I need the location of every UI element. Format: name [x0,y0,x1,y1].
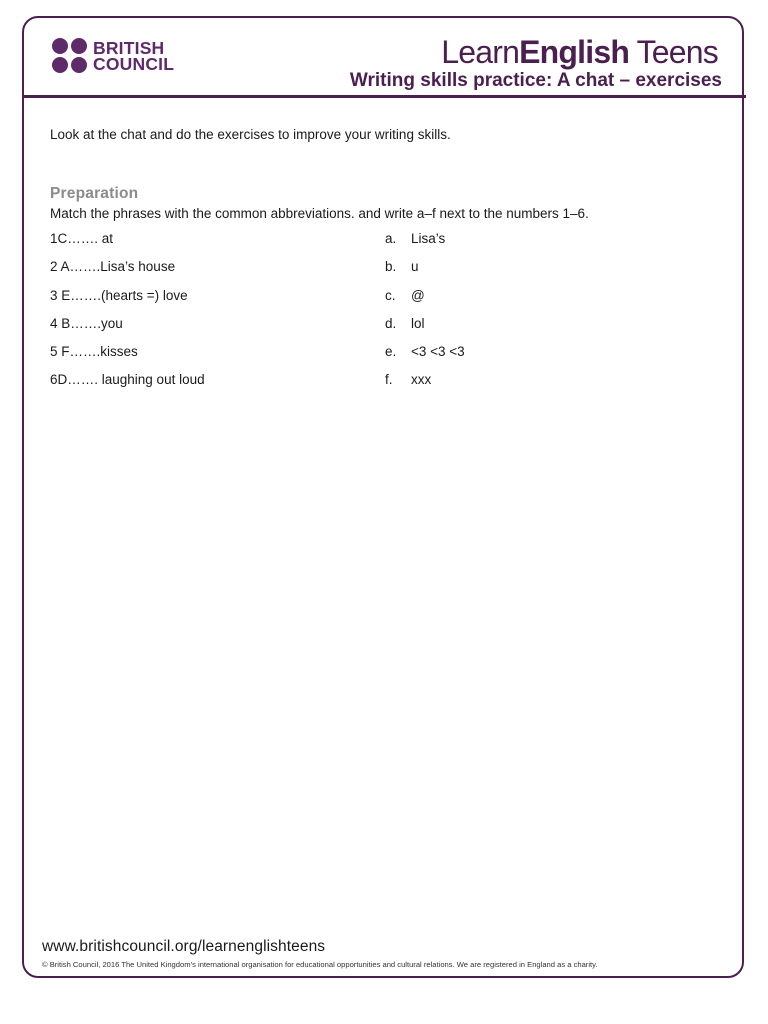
phrase-item: 4 B…….you [50,315,123,331]
abbreviation-item: a. Lisa’s [385,231,446,246]
footer-url-link[interactable]: www.britishcouncil.org/learnenglishteens [42,938,326,955]
british-council-logo [52,38,174,73]
phrases-column [50,230,370,400]
footer-copyright: © British Council, 2016 The United Kingdom’s international organisation for educational opportunities and cultural relations. We are registered in England as a charity. [42,960,598,969]
phrase-item: 6D……. laughing out loud [50,372,205,388]
preparation-heading: Preparation [50,185,139,202]
phrase-item: 3 E…….(hearts =) love [50,287,188,303]
phrase-item: 1C……. at [50,231,114,246]
abbreviation-item: c. @ [385,287,425,303]
logo-dots-icon [52,38,87,73]
intro-text: Look at the chat and do the exercises to improve your writing skills. [50,127,451,142]
preparation-instructions: Match the phrases with the common abbreviations. and write a–f next to the numbers 1–6. [50,206,589,221]
document-title: Writing skills practice: A chat – exercises [349,70,722,91]
header-divider [22,95,746,98]
abbreviation-item: d. lol [385,315,425,331]
phrase-item: 5 F…….kisses [50,344,138,360]
abbreviations-column [385,230,685,400]
learnenglish-teens-brand: LearnEnglish Teens [441,34,718,70]
phrase-item: 2 A…….Lisa’s house [50,259,176,275]
page-frame [22,16,744,978]
abbreviation-item: b. u [385,259,419,275]
abbreviation-item: e. <3 <3 <3 [385,344,465,360]
abbreviation-item: f. xxx [385,372,432,388]
logo-wordmark: BRITISH COUNCIL [93,37,175,74]
